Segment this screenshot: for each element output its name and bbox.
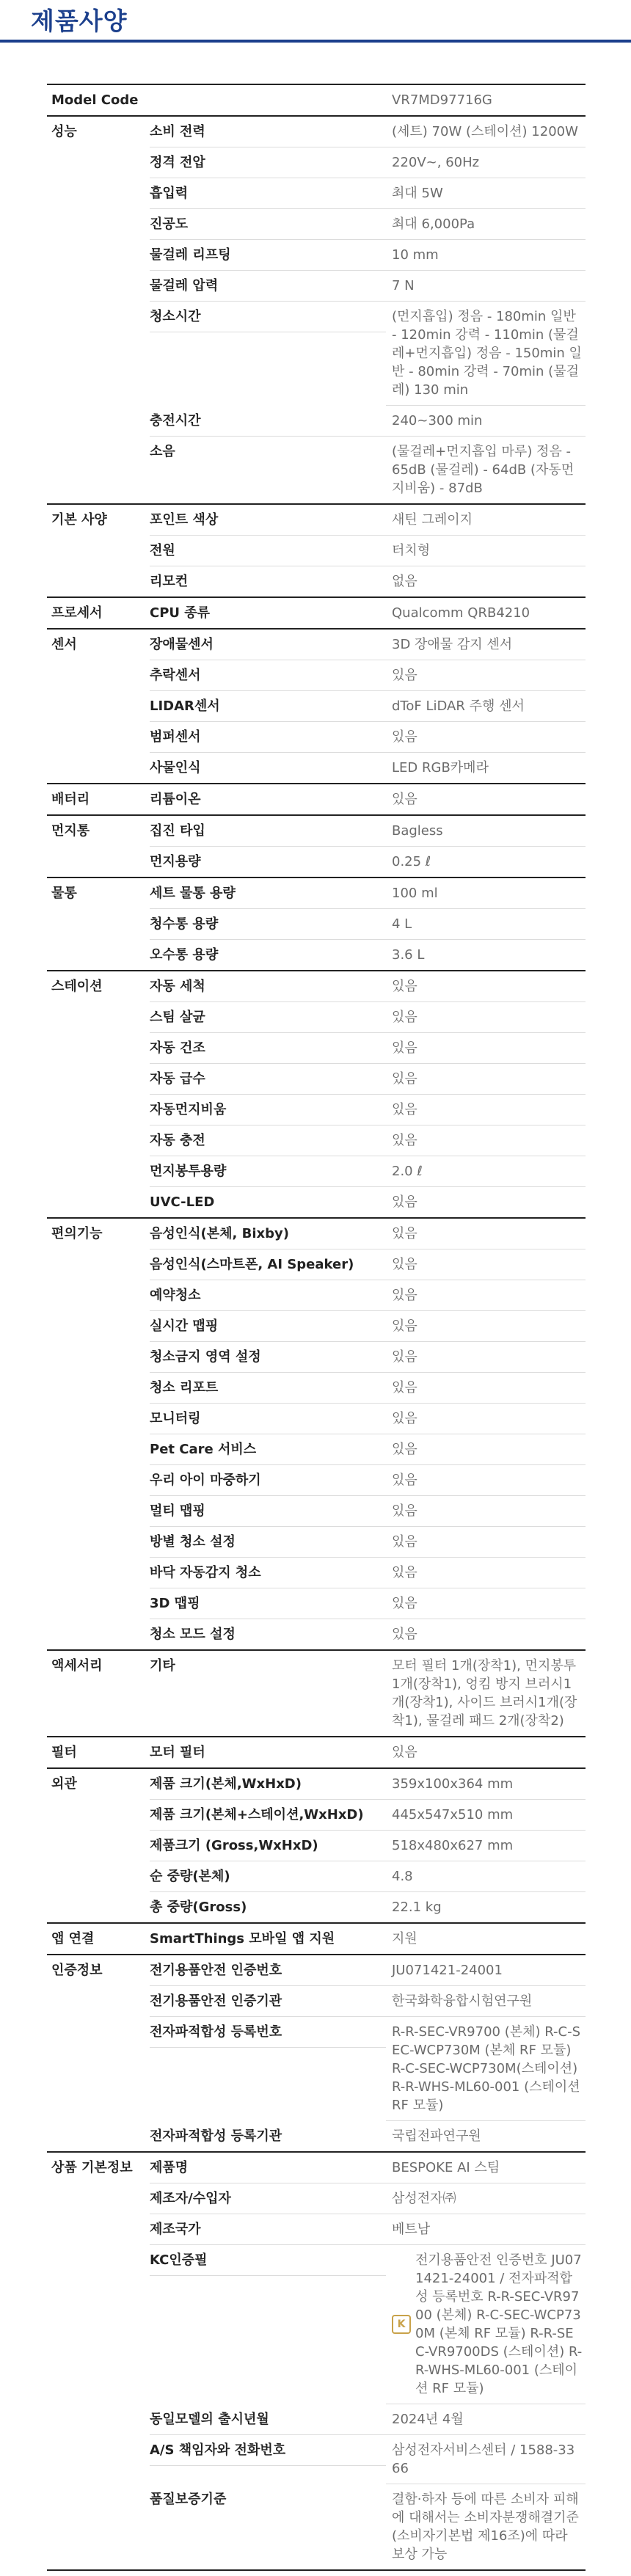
spec-category: 성능 <box>51 124 77 139</box>
spec-row <box>47 566 586 598</box>
spec-row <box>47 1465 586 1496</box>
spec-label: 품질보증기준 <box>150 2492 227 2507</box>
spec-label: 순 중량(본체) <box>150 1861 386 1892</box>
spec-value: 240~300 min <box>386 406 586 437</box>
spec-label: 제조국가 <box>150 2214 386 2245</box>
spec-label: 물걸레 리프팅 <box>150 240 386 271</box>
spec-label: SmartThings 모바일 앱 지원 <box>150 1931 335 1946</box>
spec-category: 필터 <box>51 1745 77 1760</box>
spec-value: 터치형 <box>386 536 586 566</box>
spec-category: 물통 <box>51 886 77 901</box>
spec-value: 있음 <box>386 1434 586 1465</box>
spec-value: 10 mm <box>386 240 586 271</box>
spec-value: 4.8 <box>386 1861 586 1892</box>
spec-row <box>47 2121 586 2153</box>
spec-row <box>47 784 586 816</box>
spec-category <box>47 1434 150 1446</box>
spec-category <box>47 178 150 190</box>
spec-row <box>47 1125 586 1156</box>
spec-value: 22.1 kg <box>392 1900 442 1915</box>
spec-label: 정격 전압 <box>150 147 386 178</box>
spec-category <box>47 1986 150 1998</box>
spec-row <box>47 753 586 784</box>
spec-value: 최대 5W <box>386 178 586 209</box>
kc-certification-text: 전기용품안전 인증번호 JU071421-24001 / 전자파적합성 등록번호 R-R-SEC-VR9700 (본체) R-C-SEC-WCP730M (본체 RF 모듈) R-R-SEC-VR9700DS (스테이션) R-R-WHS-ML60-001 (스테이션 RF 모듈) <box>415 2252 583 2396</box>
spec-table <box>47 84 586 2571</box>
spec-row <box>47 209 586 240</box>
spec-row <box>47 598 586 630</box>
spec-row <box>47 971 586 1002</box>
spec-label: CPU 종류 <box>150 605 211 621</box>
spec-value: 있음 <box>392 792 417 807</box>
spec-label: 전기용품안전 인증번호 <box>150 1955 386 1986</box>
spec-label: 청소금지 영역 설정 <box>150 1342 386 1373</box>
spec-category <box>47 1861 150 1873</box>
spec-category <box>47 691 150 703</box>
spec-row <box>47 117 586 147</box>
spec-row <box>47 1527 586 1558</box>
spec-value: 있음 <box>386 1465 586 1496</box>
spec-label: 모니터링 <box>150 1404 386 1434</box>
spec-row <box>47 878 586 909</box>
spec-value: 새틴 그레이지 <box>386 505 586 536</box>
spec-label: 멀티 맵핑 <box>150 1496 386 1527</box>
spec-row <box>47 1588 586 1619</box>
spec-value: 2.0 ℓ <box>386 1156 586 1187</box>
spec-value: 518x480x627 mm <box>386 1831 586 1861</box>
kc-certification <box>392 2251 583 2398</box>
spec-value: 445x547x510 mm <box>386 1800 586 1831</box>
spec-value: 4 L <box>386 909 586 940</box>
spec-row <box>47 1342 586 1373</box>
spec-row <box>47 2404 586 2435</box>
spec-value: 3D 장애물 감지 센서 <box>386 630 586 660</box>
spec-value: (먼지흡입) 정음 - 180min 일반 - 120min 강력 - 110min (물걸레+먼지흡입) 정음 - 150min 일반 - 80min 강력 - 70min (물걸레) 130 min <box>386 302 586 406</box>
spec-row <box>47 2017 586 2121</box>
spec-category <box>47 209 150 221</box>
spec-category: 스테이션 <box>51 979 103 994</box>
spec-value: 베트남 <box>386 2214 586 2245</box>
spec-value: 있음 <box>386 1002 586 1033</box>
spec-label: 자동 세척 <box>150 971 386 1002</box>
spec-row <box>47 1831 586 1861</box>
spec-category: 앱 연결 <box>51 1931 95 1946</box>
spec-label: 소음 <box>150 444 175 459</box>
spec-label: 자동먼지비움 <box>150 1095 386 1125</box>
spec-category <box>47 1342 150 1354</box>
page-header <box>0 0 631 43</box>
spec-value: 있음 <box>386 1342 586 1373</box>
spec-value: 삼성전자㈜ <box>386 2183 586 2214</box>
spec-label: 충전시간 <box>150 406 386 437</box>
spec-label: 바닥 자동감지 청소 <box>150 1558 386 1588</box>
spec-value: BESPOKE AI 스팀 <box>386 2153 586 2183</box>
spec-value: 한국화학융합시험연구원 <box>386 1986 586 2017</box>
spec-label: A/S 책임자와 전화번호 <box>150 2435 386 2466</box>
spec-row <box>47 722 586 753</box>
spec-category <box>47 2404 150 2416</box>
spec-label: 리튬이온 <box>150 792 201 807</box>
spec-category <box>47 240 150 252</box>
spec-label: 우리 아이 마중하기 <box>150 1465 386 1496</box>
spec-row <box>47 1651 586 1737</box>
spec-value: 있음 <box>386 1033 586 1064</box>
spec-label: 실시간 맵핑 <box>150 1311 386 1342</box>
spec-row <box>47 1737 586 1769</box>
spec-category: 외관 <box>51 1776 77 1792</box>
spec-category <box>47 2435 150 2447</box>
spec-label: 먼지봉투용량 <box>150 1156 386 1187</box>
spec-value: 있음 <box>386 1496 586 1527</box>
spec-value: JU071421-24001 <box>386 1955 586 1986</box>
spec-category <box>47 2183 150 2195</box>
spec-label: 제품명 <box>150 2153 386 2183</box>
spec-category <box>47 2121 150 2133</box>
spec-label: 3D 맵핑 <box>150 1588 386 1619</box>
spec-category <box>47 1619 150 1631</box>
spec-category <box>47 566 150 578</box>
spec-label: 먼지용량 <box>150 854 201 869</box>
spec-label: 전기용품안전 인증기관 <box>150 1986 386 2017</box>
spec-category <box>47 1373 150 1384</box>
spec-label: 장애물센서 <box>150 630 386 660</box>
spec-value: 있음 <box>386 1588 586 1619</box>
spec-label: 소비 전력 <box>150 117 386 147</box>
spec-category <box>47 406 150 417</box>
spec-label: 전자파적합성 등록기관 <box>150 2128 282 2144</box>
spec-value: Bagless <box>386 816 586 847</box>
spec-row <box>47 437 586 505</box>
spec-category <box>47 2017 150 2029</box>
spec-category <box>47 1800 150 1811</box>
spec-value: 있음 <box>386 1219 586 1249</box>
spec-category: 배터리 <box>51 792 90 807</box>
spec-value: 있음 <box>386 1280 586 1311</box>
spec-value: 있음 <box>386 971 586 1002</box>
spec-value: 있음 <box>386 1311 586 1342</box>
spec-label: 흡입력 <box>150 178 386 209</box>
spec-label: 오수통 용량 <box>150 947 219 963</box>
spec-category <box>47 940 150 952</box>
spec-row <box>47 691 586 722</box>
spec-label: 동일모델의 출시년월 <box>150 2404 386 2435</box>
spec-label: 범퍼센서 <box>150 722 386 753</box>
spec-value: 359x100x364 mm <box>386 1769 586 1800</box>
spec-category <box>47 909 150 921</box>
spec-value: 100 ml <box>386 878 586 909</box>
spec-category: 센서 <box>51 637 77 652</box>
spec-row <box>47 940 586 971</box>
spec-category <box>47 536 150 547</box>
spec-value: 있음 <box>386 1095 586 1125</box>
spec-row <box>47 660 586 691</box>
spec-value: 있음 <box>386 1249 586 1280</box>
spec-value: 최대 6,000Pa <box>386 209 586 240</box>
spec-label: 제조자/수입자 <box>150 2183 386 2214</box>
spec-row <box>47 1986 586 2017</box>
spec-row <box>47 1187 586 1219</box>
spec-category: 액세서리 <box>51 1658 103 1674</box>
spec-row <box>47 816 586 847</box>
spec-value: 국립전파연구원 <box>392 2128 481 2144</box>
spec-category <box>47 1249 150 1261</box>
spec-label: KC인증필 <box>150 2245 386 2276</box>
spec-label: 집진 타입 <box>150 816 386 847</box>
spec-row <box>47 1156 586 1187</box>
spec-category <box>47 660 150 672</box>
model-code-value: VR7MD97716G <box>392 92 492 108</box>
spec-value: 3.6 L <box>392 947 425 963</box>
spec-row <box>47 1280 586 1311</box>
spec-row <box>47 630 586 660</box>
spec-label: 포인트 색상 <box>150 505 386 536</box>
spec-category: 기본 사양 <box>51 512 107 528</box>
spec-value: 삼성전자서비스센터 / 1588-3366 <box>386 2435 586 2484</box>
spec-row <box>47 1496 586 1527</box>
spec-label: 청소 리포트 <box>150 1373 386 1404</box>
spec-label: 청수통 용량 <box>150 909 386 940</box>
spec-label: LIDAR센서 <box>150 691 386 722</box>
spec-value: 모터 필터 1개(장착1), 먼지봉투 1개(장착1), 엉킴 방지 브러시1개(장착1), 사이드 브러시1개(장착1), 물걸레 패드 2개(장착2) <box>392 1658 577 1729</box>
spec-value: 있음 <box>392 1745 417 1760</box>
spec-value: 결함·하자 등에 따른 소비자 피해에 대해서는 소비자분쟁해결기준(소비자기본법 제16조)에 따라 보상 가능 <box>392 2492 579 2562</box>
kc-mark-icon: K <box>392 2315 411 2334</box>
spec-category <box>47 1588 150 1600</box>
spec-label: 음성인식(스마트폰, AI Speaker) <box>150 1249 386 1280</box>
spec-category <box>47 302 150 313</box>
spec-category <box>47 1404 150 1415</box>
spec-row <box>47 1955 586 1986</box>
spec-label: 음성인식(본체, Bixby) <box>150 1219 386 1249</box>
spec-row <box>47 1769 586 1800</box>
spec-category <box>47 1156 150 1168</box>
spec-category <box>47 1311 150 1323</box>
spec-row <box>47 2435 586 2484</box>
spec-label: 자동 급수 <box>150 1064 386 1095</box>
spec-category <box>47 722 150 734</box>
spec-row <box>47 1434 586 1465</box>
spec-label: 물걸레 압력 <box>150 271 386 302</box>
spec-row <box>47 406 586 437</box>
spec-category <box>47 1064 150 1076</box>
spec-category: 편의기능 <box>51 1226 103 1241</box>
spec-category <box>47 1187 150 1199</box>
spec-value: 있음 <box>386 1125 586 1156</box>
spec-label: 전자파적합성 등록번호 <box>150 2017 386 2048</box>
spec-label: 전원 <box>150 536 386 566</box>
spec-category: 인증정보 <box>51 1963 103 1978</box>
spec-row <box>47 2214 586 2245</box>
spec-label: 리모컨 <box>150 574 189 589</box>
spec-row <box>47 909 586 940</box>
spec-row <box>47 302 586 406</box>
spec-label: 사물인식 <box>150 760 201 776</box>
spec-value: 있음 <box>386 1558 586 1588</box>
spec-row <box>47 147 586 178</box>
spec-category <box>47 271 150 282</box>
spec-value: 있음 <box>386 722 586 753</box>
spec-label: 자동 충전 <box>150 1125 386 1156</box>
spec-row <box>47 1373 586 1404</box>
spec-row <box>47 1892 586 1924</box>
spec-value: 220V~, 60Hz <box>386 147 586 178</box>
spec-category <box>47 437 150 448</box>
spec-value: (물걸레+먼지흡입 마루) 정음 - 65dB (물걸레) - 64dB (자동먼지비움) - 87dB <box>392 444 575 496</box>
spec-category <box>47 1280 150 1292</box>
spec-category <box>47 1125 150 1137</box>
spec-value: Qualcomm QRB4210 <box>392 605 530 621</box>
spec-category <box>47 1558 150 1569</box>
spec-label: 방별 청소 설정 <box>150 1527 386 1558</box>
spec-value: R-R-SEC-VR9700 (본체) R-C-SEC-WCP730M (본체 RF 모듈) R-C-SEC-WCP730M(스테이션) R-R-WHS-ML60-001 (스테이션 RF 모듈) <box>386 2017 586 2121</box>
spec-row <box>47 1033 586 1064</box>
spec-category <box>47 147 150 159</box>
spec-row <box>47 1619 586 1651</box>
spec-category <box>47 1892 150 1904</box>
spec-category: 먼지통 <box>51 823 90 839</box>
spec-label: Pet Care 서비스 <box>150 1434 386 1465</box>
spec-row <box>47 2153 586 2183</box>
spec-category <box>47 1033 150 1045</box>
spec-value: 있음 <box>392 1627 417 1642</box>
spec-value: 없음 <box>392 574 417 589</box>
spec-category <box>47 2484 150 2496</box>
spec-value: 있음 <box>386 1527 586 1558</box>
page-title: 제품사양 <box>31 7 128 35</box>
spec-label: 총 중량(Gross) <box>150 1900 247 1915</box>
spec-row <box>47 1404 586 1434</box>
spec-row <box>47 1861 586 1892</box>
spec-row <box>47 1311 586 1342</box>
spec-label: 제품크기 (Gross,WxHxD) <box>150 1831 386 1861</box>
spec-label: 예약청소 <box>150 1280 386 1311</box>
spec-category <box>47 753 150 765</box>
spec-category <box>47 1465 150 1477</box>
spec-label: 진공도 <box>150 209 386 240</box>
spec-value: 있음 <box>392 1194 417 1210</box>
spec-category: 상품 기본정보 <box>51 2160 133 2175</box>
spec-label: 자동 건조 <box>150 1033 386 1064</box>
spec-category <box>47 2214 150 2226</box>
spec-row <box>47 847 586 878</box>
spec-row <box>47 2484 586 2571</box>
spec-row <box>47 2245 586 2404</box>
spec-row <box>47 240 586 271</box>
spec-value: 있음 <box>386 660 586 691</box>
spec-category <box>47 1095 150 1106</box>
spec-row <box>47 1558 586 1588</box>
spec-value: 있음 <box>386 1373 586 1404</box>
spec-value: 2024년 4월 <box>386 2404 586 2435</box>
spec-value: LED RGB카메라 <box>392 760 489 776</box>
spec-category <box>47 1496 150 1508</box>
spec-label: 모터 필터 <box>150 1745 205 1760</box>
model-code-label: Model Code <box>51 92 139 108</box>
spec-row <box>47 271 586 302</box>
spec-row <box>47 1219 586 1249</box>
spec-category <box>47 847 150 858</box>
spec-value: 7 N <box>386 271 586 302</box>
spec-value: 있음 <box>386 1404 586 1434</box>
spec-label: 제품 크기(본체+스테이션,WxHxD) <box>150 1800 386 1831</box>
spec-row <box>47 1800 586 1831</box>
spec-label: UVC-LED <box>150 1194 215 1210</box>
spec-row <box>47 505 586 536</box>
spec-label: 청소 모드 설정 <box>150 1627 236 1642</box>
spec-category <box>47 2245 150 2257</box>
spec-value: 0.25 ℓ <box>392 854 431 869</box>
spec-category <box>47 1527 150 1539</box>
spec-label: 세트 물통 용량 <box>150 878 386 909</box>
spec-row <box>47 1249 586 1280</box>
spec-row <box>47 1002 586 1033</box>
spec-row <box>47 1924 586 1955</box>
spec-value: (세트) 70W (스테이션) 1200W <box>386 117 586 147</box>
spec-row <box>47 178 586 209</box>
spec-value: dToF LiDAR 주행 센서 <box>386 691 586 722</box>
spec-value: 지원 <box>392 1931 417 1946</box>
spec-label: 스팀 살균 <box>150 1002 386 1033</box>
spec-category <box>47 1002 150 1014</box>
spec-label: 제품 크기(본체,WxHxD) <box>150 1769 386 1800</box>
spec-row <box>47 1095 586 1125</box>
spec-value: 있음 <box>386 1064 586 1095</box>
spec-category <box>47 1831 150 1842</box>
spec-value <box>386 2245 586 2404</box>
spec-label: 청소시간 <box>150 302 386 332</box>
spec-row <box>47 2183 586 2214</box>
spec-category: 프로세서 <box>51 605 103 621</box>
spec-row <box>47 1064 586 1095</box>
spec-label: 추락센서 <box>150 660 386 691</box>
spec-row-model-code <box>47 85 586 117</box>
spec-label: 기타 <box>150 1658 175 1674</box>
spec-row <box>47 536 586 566</box>
